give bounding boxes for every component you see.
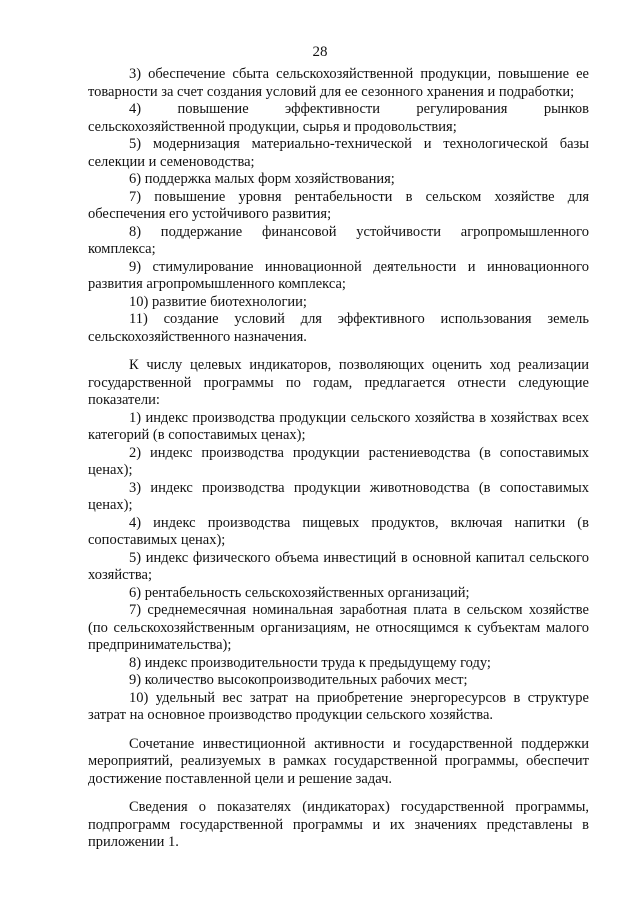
list-item-goal-6: 6) поддержка малых форм хозяйствования; bbox=[129, 171, 395, 187]
page-number: 28 bbox=[312, 44, 328, 60]
list-item-indicator-4: 4) индекс производства пищевых продуктов, включая напитки (в сопоставимых ценах); bbox=[88, 514, 589, 548]
list-item-indicator-10: 10) удельный вес затрат на приобретение энергоресурсов в структуре затрат на основное производство продукции сельского хозяйства. bbox=[88, 689, 589, 723]
list-item-indicator-9: 9) количество высокопроизводительных рабочих мест; bbox=[129, 672, 468, 688]
list-item-goal-8: 8) поддержание финансовой устойчивости агропромышленного комплекса; bbox=[88, 223, 589, 257]
list-item-indicator-6: 6) рентабельность сельскохозяйственных организаций; bbox=[129, 584, 470, 601]
indicators-intro-paragraph: К числу целевых индикаторов, позволяющих оценить ход реализации государственной программы по годам, предлагается отнести следующие показатели: bbox=[88, 357, 589, 408]
list-item-goal-11: 11) создание условий для эффективного использования земель сельскохозяйственного назначения. bbox=[88, 311, 589, 345]
list-item-indicator-2: 2) индекс производства продукции растениеводства (в сопоставимых ценах); bbox=[88, 444, 589, 478]
list-item-indicator-1: 1) индекс производства продукции сельского хозяйства в хозяйствах всех категорий (в сопоставимых ценах); bbox=[88, 409, 589, 443]
document-body bbox=[88, 66, 589, 852]
list-item-indicator-8: 8) индекс производительности труда к предыдущему году; bbox=[129, 654, 491, 671]
appendix-reference-paragraph: Сведения о показателях (индикаторах) государственной программы, подпрограмм государственной программы и их значениях представлены в приложении 1. bbox=[88, 799, 589, 850]
list-item-goal-9: 9) стимулирование инновационной деятельности и инновационного развития агропромышленного комплекса; bbox=[88, 258, 589, 292]
list-item-indicator-7: 7) среднемесячная номинальная заработная плата в сельском хозяйстве (по сельскохозяйственным организациям, не относящимся к субъектам малого предпринимательства); bbox=[88, 602, 589, 653]
list-item-goal-4: 4) повышение эффективности регулирования рынков сельскохозяйственной продукции, сырья и продовольствия; bbox=[88, 101, 589, 135]
list-item-goal-5: 5) модернизация материально-технической и технологической базы селекции и семеноводства; bbox=[88, 136, 589, 170]
list-item-goal-3: 3) обеспечение сбыта сельскохозяйственной продукции, повышение ее товарности за счет создания условий для ее сезонного хранения и подработки; bbox=[88, 66, 589, 100]
list-item-indicator-3: 3) индекс производства продукции животноводства (в сопоставимых ценах); bbox=[88, 479, 589, 513]
combination-paragraph: Сочетание инвестиционной активности и государственной поддержки мероприятий, реализуемых в рамках государственной программы, обеспечит достижение поставленной цели и решение задач. bbox=[88, 735, 589, 787]
list-item-goal-7: 7) повышение уровня рентабельности в сельском хозяйстве для обеспечения его устойчивого развития; bbox=[88, 188, 589, 222]
list-item-goal-10: 10) развитие биотехнологии; bbox=[129, 293, 307, 310]
list-item-indicator-5: 5) индекс физического объема инвестиций в основной капитал сельского хозяйства; bbox=[88, 549, 589, 583]
